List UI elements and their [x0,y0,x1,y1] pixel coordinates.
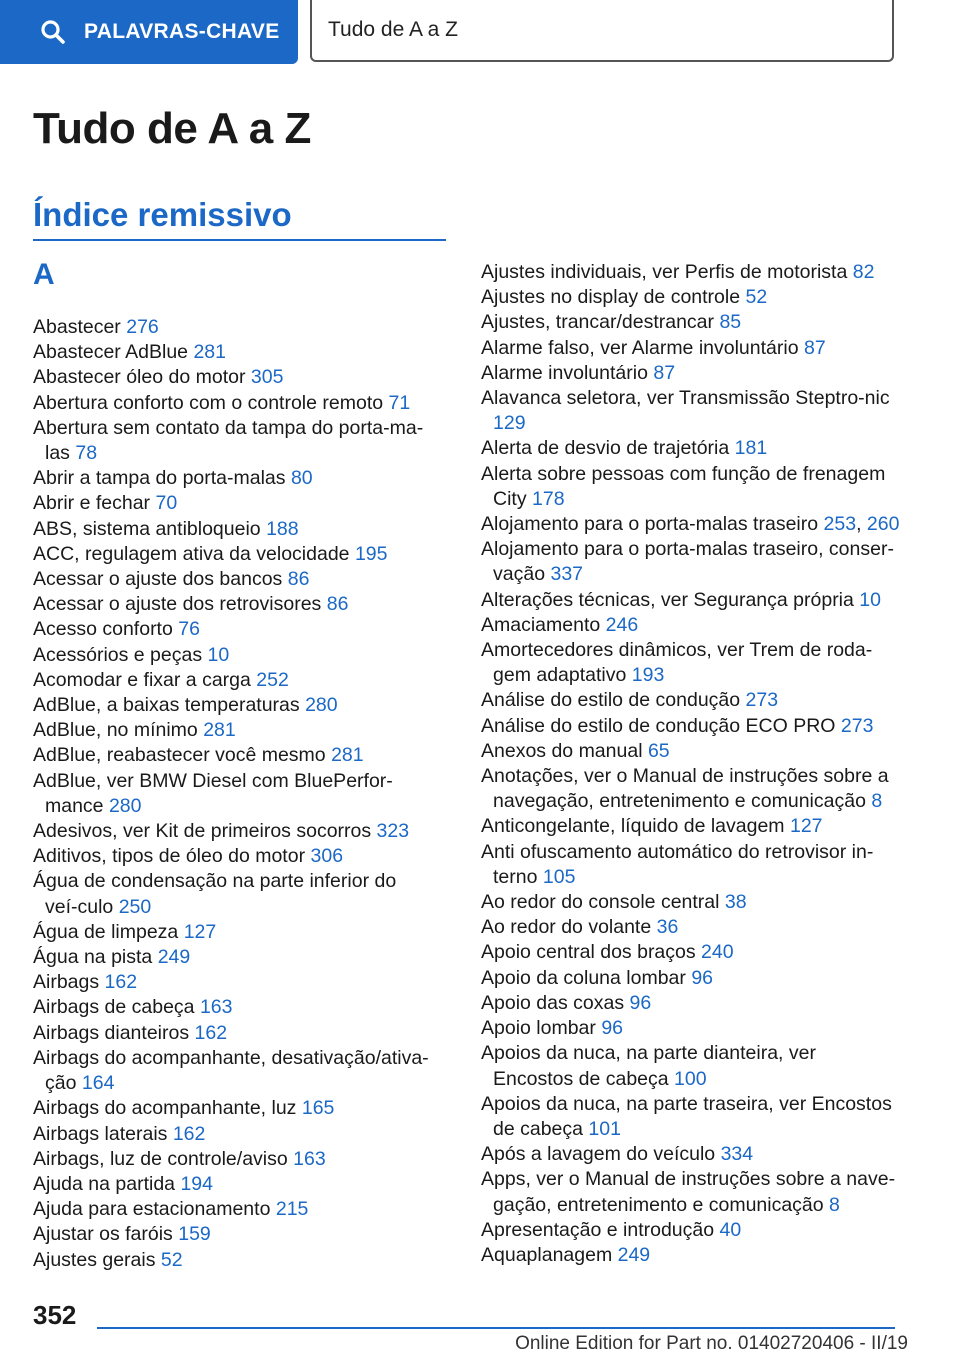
index-entry-text: Ajustar os faróis [33,1223,173,1246]
index-entry [33,693,433,718]
section-divider [33,239,446,241]
index-entry [33,567,433,592]
page-link[interactable]: 306 [310,845,344,868]
index-entry [481,688,901,713]
page-link[interactable]: 8 [829,1193,840,1216]
index-entry [33,1222,433,1247]
index-column-left [33,315,433,1273]
index-entry [481,638,901,688]
index-entry [481,1218,901,1243]
index-entry-text: Airbags do acompanhante, desativação/ativa-ção [33,1046,429,1095]
index-entry-text: Análise do estilo de condução [481,689,741,712]
page-link[interactable]: 82 [852,261,875,283]
page-link[interactable]: 86 [326,593,349,616]
index-entry [33,1172,433,1197]
index-entry [33,1122,433,1147]
page-link[interactable]: 281 [331,744,364,767]
index-entry-text: Acessar o ajuste dos retrovisores [33,593,322,616]
index-entry-text: AdBlue, no mínimo [33,719,198,742]
chapter-tab[interactable] [310,0,894,62]
page-link[interactable]: 194 [180,1172,213,1195]
page-link[interactable]: 273 [745,689,779,712]
page-link[interactable]: 65 [647,739,670,762]
page-link[interactable]: 159 [178,1223,211,1246]
index-entry-text: Anexos do manual [481,739,643,762]
index-entry [481,739,901,764]
index-entry-text: Acessórios e peças [33,643,203,666]
index-entry [481,436,901,461]
index-entry-text: Após a lavagem do veículo [481,1143,716,1166]
page-link[interactable]: 87 [803,336,826,359]
index-entry [481,890,901,915]
index-entry [33,315,433,340]
index-entry [33,340,433,365]
page-link[interactable]: 253 [823,513,857,536]
index-entry-text: Acesso conforto [33,618,173,641]
index-entry [481,940,901,965]
index-entry-text: Alerta de desvio de trajetória [481,437,730,460]
index-entry-text: Ajuda para estacionamento [33,1198,271,1221]
page-link[interactable]: 100 [674,1067,707,1090]
index-entry-text: Alojamento para o porta-malas traseiro, conser-vação [481,538,894,586]
index-entry-text: Alarme involuntário [481,361,648,384]
page-link[interactable]: 78 [75,442,98,465]
index-entry [33,718,433,743]
page-link[interactable]: 70 [155,492,178,515]
page-link[interactable]: 305 [250,366,284,389]
index-entry: Alojamento para o porta-malas traseiro 253, 260 [481,513,900,536]
page-link[interactable]: 80 [290,467,313,490]
page-link[interactable]: 181 [734,437,768,460]
index-entry-text: Água na pista [33,946,153,969]
page-link[interactable]: 165 [301,1097,335,1120]
index-entry [481,285,901,310]
page-link[interactable]: 276 [126,316,159,338]
page-link[interactable]: 38 [724,891,747,914]
index-entry-text: Abrir e fechar [33,492,151,515]
index-entry [481,915,901,940]
page-link[interactable]: 8 [871,790,883,813]
index-column-right [481,260,901,1268]
index-entry-text: Apoio da coluna lombar [481,966,686,989]
index-entry-text: Anotações, ver o Manual de instruções sobre a navegação, entretenimento e comunicação [481,765,889,813]
index-entry-text: Abertura conforto com o controle remoto [33,391,384,414]
index-entry-text: Airbags de cabeça [33,996,195,1019]
index-entry-text: Alarme falso, ver Alarme involuntário [481,336,799,359]
index-entry [33,1021,433,1046]
page-link[interactable]: 337 [550,563,584,586]
index-entry [33,416,433,466]
index-entry-text: Abastecer AdBlue [33,341,189,364]
index-entry [481,714,901,739]
index-entry-text: Anticongelante, líquido de lavagem [481,815,785,838]
page-link[interactable]: 281 [193,341,226,364]
page-title: Tudo de A a Z [33,104,311,153]
index-entry [33,869,433,919]
index-entry [481,260,901,285]
index-entry [33,844,433,869]
index-entry [481,814,901,839]
page-link[interactable]: 163 [199,996,233,1019]
top-bar [0,0,960,68]
index-entry [33,542,433,567]
page-link[interactable]: 260 [866,513,900,536]
index-entry-text: Ajuda na partida [33,1172,176,1195]
page-link[interactable]: 129 [493,412,526,435]
index-entry [33,643,433,668]
page-link[interactable]: 10 [207,643,230,666]
index-entry [33,1248,433,1273]
index-entry [481,588,901,613]
keywords-button-label: PALAVRAS-CHAVE [84,20,280,43]
page-link[interactable]: 52 [745,286,768,309]
page-link[interactable]: 101 [588,1117,621,1140]
index-entry-text: ACC, regulagem ativa da velocidade [33,542,350,565]
index-entry [481,537,901,587]
index-entry-text: Airbags do acompanhante, luz [33,1097,297,1120]
index-entry [33,592,433,617]
index-entry-text: AdBlue, a baixas temperaturas [33,694,300,717]
index-entry-text: Ajustes no display de controle [481,286,741,309]
chapter-tab-label: Tudo de A a Z [328,18,458,41]
index-entry [481,386,901,436]
page-link[interactable]: 280 [305,694,338,717]
index-letter-heading: A [33,258,55,291]
page-link[interactable]: 240 [701,941,734,964]
index-entry [481,1167,901,1217]
page-link[interactable]: 252 [256,668,289,691]
footer-divider [97,1327,895,1329]
index-entry [481,991,901,1016]
index-entry [33,920,433,945]
index-entry [481,613,901,638]
index-entry-text: Airbags laterais [33,1122,168,1145]
index-entry-text: Água de limpeza [33,920,179,943]
index-entry-text: Alavanca seletora, ver Transmissão Steptro-nic [481,387,890,410]
page-link[interactable]: 76 [178,618,200,641]
index-entry [33,365,433,390]
page-link[interactable]: 162 [104,971,138,994]
page-link[interactable]: 323 [376,820,410,843]
index-entry [33,1147,433,1172]
index-entry-text: Apoio lombar [481,1017,596,1040]
page-link[interactable]: 162 [194,1021,228,1044]
page-link[interactable]: 334 [720,1143,754,1166]
page-link[interactable]: 40 [719,1218,742,1241]
index-entry-text: AdBlue, reabastecer você mesmo [33,744,326,767]
page-link[interactable]: 195 [354,542,388,565]
page-link[interactable]: 193 [631,664,665,687]
index-entry-text: Alterações técnicas, ver Segurança própria [481,588,854,611]
index-entry-text: Amaciamento [481,613,601,636]
index-entry-text: Abertura sem contato da tampa do porta-ma-las [33,416,424,465]
page-link[interactable]: 52 [160,1248,183,1271]
page-link[interactable]: 71 [388,391,411,414]
page-link[interactable]: 281 [203,719,236,742]
index-entry-text: Acessar o ajuste dos bancos [33,568,283,591]
page-link[interactable]: 246 [605,613,639,636]
page-link[interactable]: 96 [629,991,652,1014]
index-entry [33,491,433,516]
index-entry [481,1016,901,1041]
index-entry [481,1243,901,1268]
index-entry-text: Adesivos, ver Kit de primeiros socorros [33,820,372,843]
index-entry [33,391,433,416]
page-link[interactable]: 86 [287,568,310,591]
page-link[interactable]: 273 [840,714,874,737]
index-entry [33,769,433,819]
page-link[interactable]: 249 [617,1243,651,1266]
page-link[interactable]: 96 [601,1017,624,1040]
index-entry-text: Apresentação e introdução [481,1218,715,1241]
index-entry-text: Aquaplanagem [481,1243,613,1266]
page-link[interactable]: 188 [266,517,299,540]
index-entry [481,966,901,991]
index-entry [481,336,901,361]
page-link[interactable]: 280 [108,794,142,817]
index-entry-text: Airbags dianteiros [33,1021,190,1044]
index-entry-text: Apps, ver o Manual de instruções sobre a nave-gação, entretenimento e comunicação [481,1168,896,1216]
index-entry-text: Aditivos, tipos de óleo do motor [33,845,306,868]
page-link[interactable]: 178 [532,487,565,510]
index-entry-text: Airbags [33,971,100,994]
page-link[interactable]: 36 [656,916,679,939]
index-entry [33,1096,433,1121]
index-entry-text: Acomodar e fixar a carga [33,668,251,691]
page-link[interactable]: 250 [118,895,152,918]
page-number: 352 [33,1300,77,1330]
index-entry [33,668,433,693]
page-link[interactable]: 127 [183,920,217,943]
keywords-button[interactable] [0,0,298,64]
index-entry [33,1197,433,1222]
index-entry [481,462,901,512]
index-entry [33,743,433,768]
index-entry [33,970,433,995]
index-entry-text: Abastecer óleo do motor [33,366,246,389]
index-entry [481,310,901,335]
page-link[interactable]: 87 [653,361,676,384]
page-link[interactable]: 249 [157,946,191,969]
page-link[interactable]: 96 [691,966,714,989]
index-entry-text: Abrir a tampa do porta-malas [33,467,286,490]
index-entry [481,1092,901,1142]
index-entry [33,995,433,1020]
index-entry-text: Apoio central dos braços [481,941,696,964]
index-entry [481,361,901,386]
index-entry-text: Alojamento para o porta-malas traseiro [481,513,819,536]
index-entry [481,1142,901,1167]
index-entry-text: Apoios da nuca, na parte traseira, ver Encostos de cabeça [481,1092,892,1140]
index-entry [33,517,433,542]
page-link[interactable]: 105 [542,865,576,888]
index-entry-text: Água de condensação na parte inferior do veí-culo [33,870,397,918]
index-entry-text: Apoios da nuca, na parte dianteira, ver Encostos de cabeça [481,1042,816,1090]
page-link[interactable]: 10 [859,588,881,611]
page-link[interactable]: 163 [293,1147,326,1170]
page-link[interactable]: 215 [275,1198,309,1221]
page-link[interactable]: 127 [789,815,823,838]
index-entry-text: Apoio das coxas [481,991,625,1014]
index-entry [33,819,433,844]
index-entry-text: Ao redor do volante [481,916,652,939]
index-entry [481,764,901,814]
index-entry [33,617,433,642]
section-title: Índice remissivo [33,196,292,233]
index-entry-text: Amortecedores dinâmicos, ver Trem de roda-gem adaptativo [481,639,873,687]
index-entry-text: Airbags, luz de controle/aviso [33,1147,288,1170]
edition-footer: Online Edition for Part no. 01402720406 - II/19 [515,1333,908,1354]
index-entry-text: Alerta sobre pessoas com função de frenagem City [481,462,886,510]
page-link[interactable]: 164 [81,1072,115,1095]
index-entry [33,466,433,491]
page-link[interactable]: 162 [172,1122,206,1145]
index-entry-text: AdBlue, ver BMW Diesel com BluePerfor-mance [33,769,393,817]
index-entry-text: Abastecer [33,316,121,338]
index-entry-text: ABS, sistema antibloqueio [33,517,261,540]
index-entry-text: Ao redor do console central [481,891,720,914]
index-entry-text: Ajustes individuais, ver Perfis de motorista [481,261,848,283]
index-entry [481,1041,901,1091]
index-entry [33,945,433,970]
index-entry [481,840,901,890]
index-entry-text: Ajustes gerais [33,1248,156,1271]
index-entry-text: Ajustes, trancar/destrancar [481,311,715,334]
page-link[interactable]: 85 [719,311,742,334]
index-entry-text: Análise do estilo de condução ECO PRO [481,714,836,737]
index-entry-text: Anti ofuscamento automático do retrovisor in-terno [481,840,874,888]
search-icon [40,19,66,45]
index-entry [33,1046,433,1096]
